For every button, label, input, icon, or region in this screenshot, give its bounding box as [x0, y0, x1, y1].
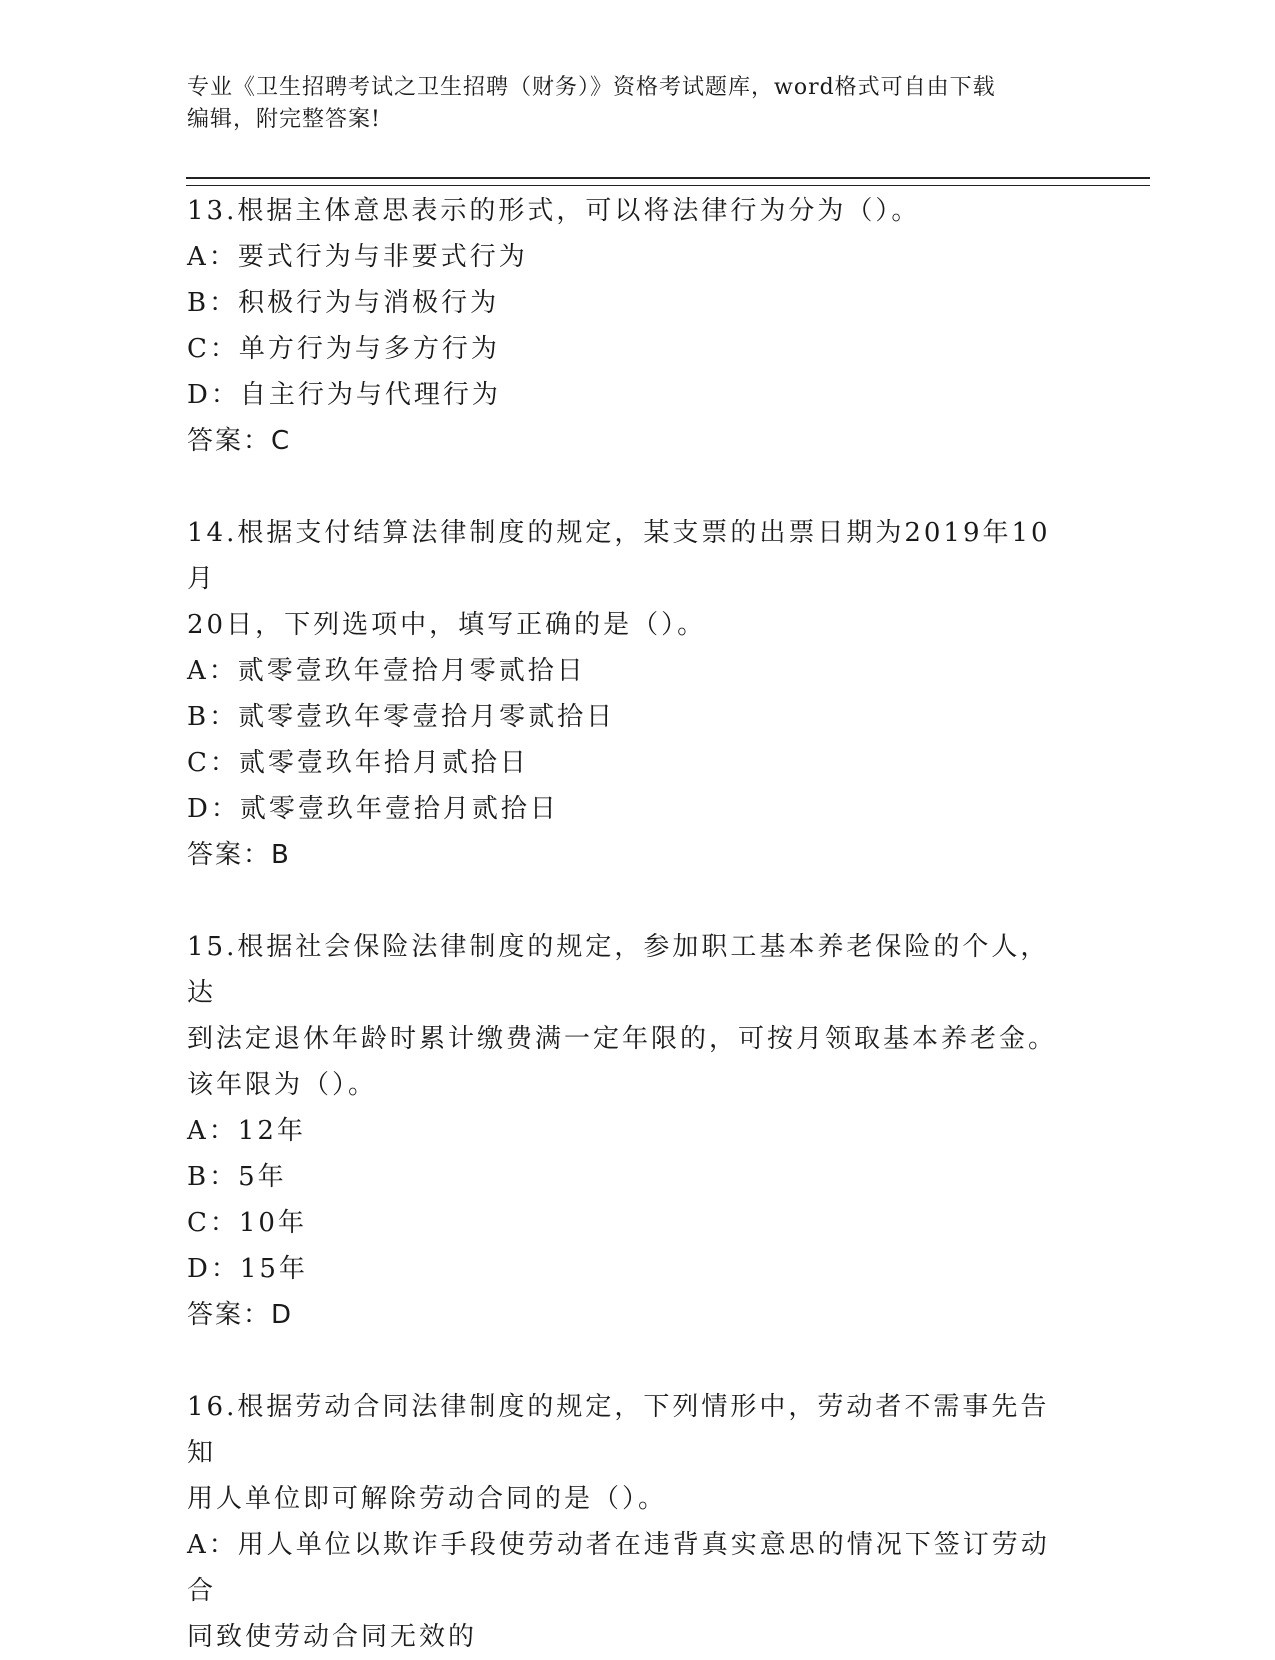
option-b: B：5年 [187, 1162, 287, 1192]
question-spacer [187, 1338, 1067, 1384]
question-stem: 该年限为（）。 [187, 1070, 378, 1100]
question-spacer [187, 464, 1067, 510]
option-c: C：贰零壹玖年拾月贰拾日 [187, 748, 529, 778]
question-stem: 14.根据支付结算法律制度的规定，某支票的出票日期为2019年10月 [187, 518, 1051, 594]
option-c: C：10年 [187, 1208, 307, 1238]
question-16 [187, 1384, 1067, 1660]
option-d: D：自主行为与代理行为 [187, 380, 501, 410]
question-15 [187, 924, 1067, 1338]
document-header [187, 72, 1067, 136]
header-divider [186, 177, 1150, 186]
option-a: A：贰零壹玖年壹拾月零贰拾日 [187, 656, 586, 686]
option-d: D：贰零壹玖年壹拾月贰拾日 [187, 794, 559, 824]
option-b: B：积极行为与消极行为 [187, 288, 500, 318]
option-a: A：12年 [187, 1116, 306, 1146]
answer-line: 答案：C [187, 426, 292, 456]
question-list [187, 188, 1067, 1660]
option-d: D：15年 [187, 1254, 308, 1284]
question-stem: 用人单位即可解除劳动合同的是（）。 [187, 1484, 668, 1514]
question-14 [187, 510, 1067, 878]
option-c: C：单方行为与多方行为 [187, 334, 500, 364]
option-a: A：用人单位以欺诈手段使劳动者在违背真实意思的情况下签订劳动合 [187, 1530, 1050, 1606]
question-stem: 16.根据劳动合同法律制度的规定，下列情形中，劳动者不需事先告知 [187, 1392, 1050, 1468]
answer-line: 答案：B [187, 840, 291, 870]
header-line-2: 编辑，附完整答案! [187, 107, 381, 132]
question-spacer [187, 878, 1067, 924]
header-line-1: 专业《卫生招聘考试之卫生招聘（财务）》资格考试题库，word格式可自由下载 [187, 75, 996, 100]
question-stem: 15.根据社会保险法律制度的规定，参加职工基本养老保险的个人，达 [187, 932, 1050, 1008]
question-stem: 到法定退休年龄时累计缴费满一定年限的，可按月领取基本养老金。 [187, 1024, 1058, 1054]
option-a: A：要式行为与非要式行为 [187, 242, 528, 272]
question-13 [187, 188, 1067, 464]
question-stem: 20日，下列选项中，填写正确的是（）。 [187, 610, 707, 640]
option-a-continued: 同致使劳动合同无效的 [187, 1622, 478, 1652]
answer-line: 答案：D [187, 1300, 294, 1330]
question-stem: 13.根据主体意思表示的形式，可以将法律行为分为（）。 [187, 196, 921, 226]
option-b: B：贰零壹玖年零壹拾月零贰拾日 [187, 702, 616, 732]
